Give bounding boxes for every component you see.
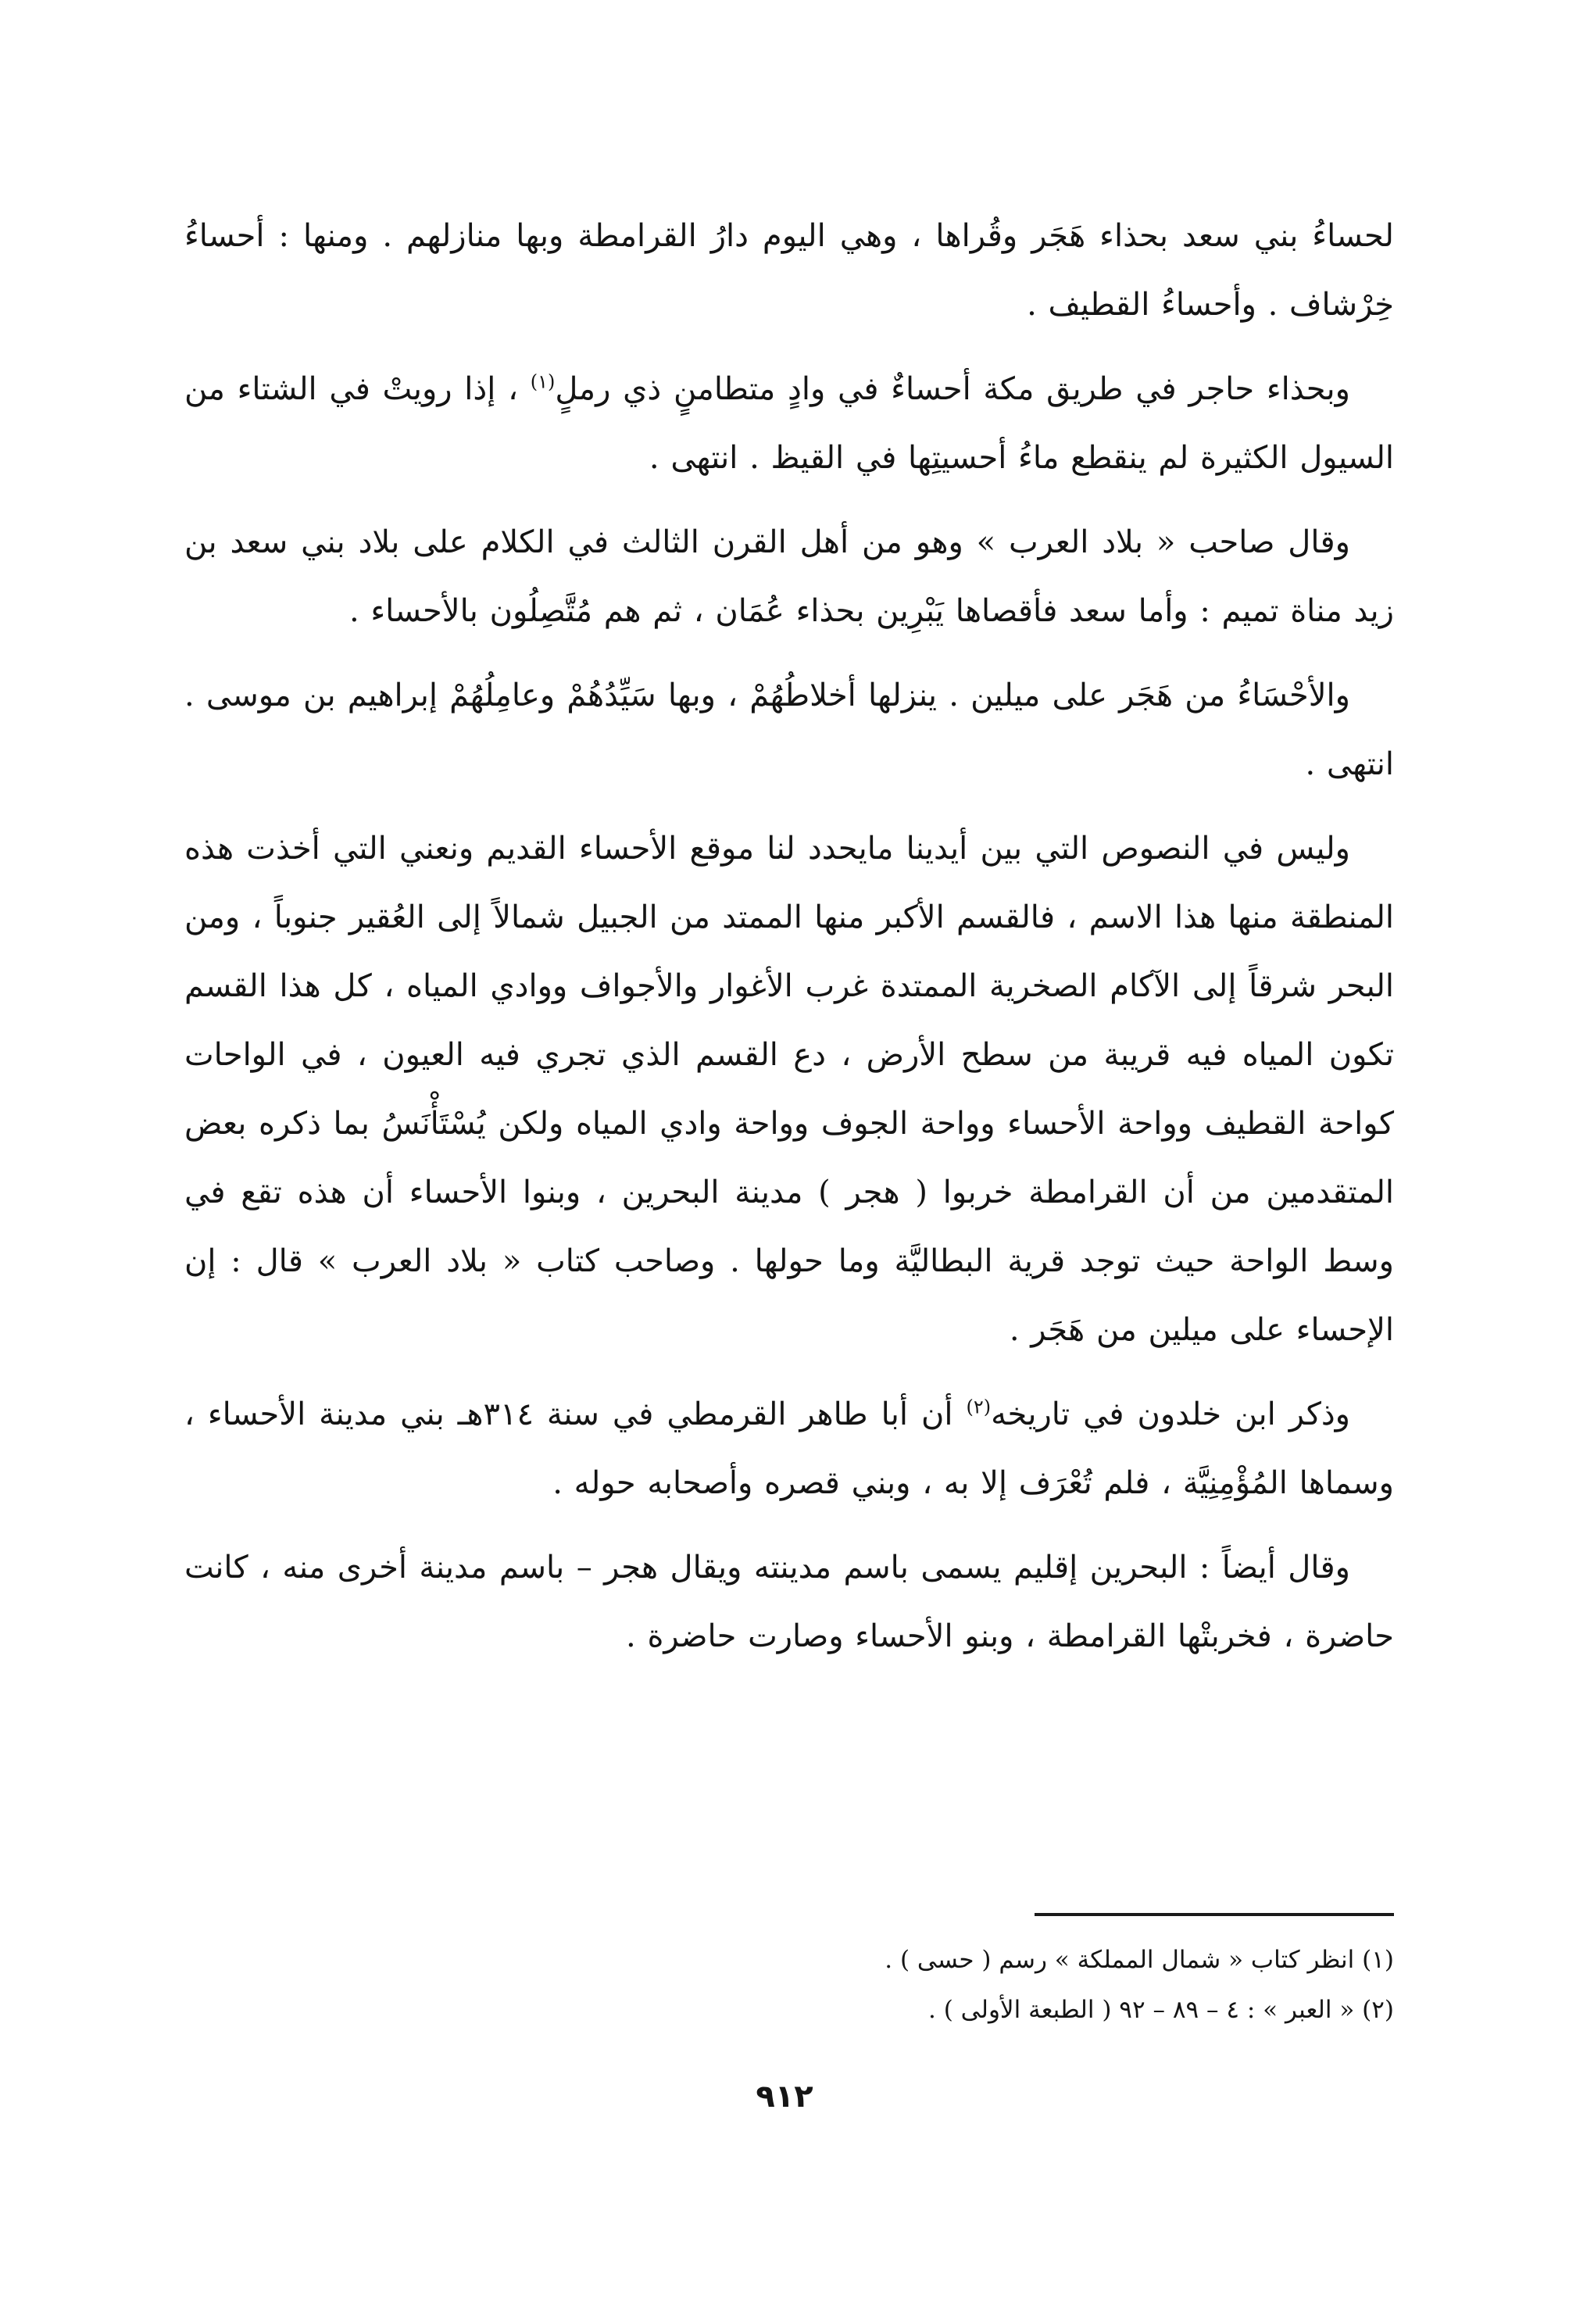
paragraph-5: وليس في النصوص التي بين أيدينا مايحدد لنا موقع الأحساء القديم ونعني التي أخذت هذه المنطقة منها هذا الاسم ، فالقسم الأكبر منها الممتد من الجبيل شمالاً إلى العُقير جنوباً ، ومن البحر شرقاً إلى الآكام الصخرية الممتدة غرب الأغوار والأجواف ووادي المياه ، كل هذا القسم تكون المياه فيه قريبة من سطح الأرض ، دع القسم الذي تجري فيه العيون ، في الواحات كواحة القطيف وواحة الأحساء وواحة الجوف وواحة وادي المياه ولكن يُسْتَأْنَسُ بما ذكره بعض المتقدمين من أن القرامطة خربوا ( هجر ) مدينة البحرين ، وبنوا الأحساء أن هذه تقع في وسط الواحة حيث توجد قرية البطاليَّة وما حولها . وصاحب كتاب « بلاد العرب » قال : إن الإحساء على ميلين من هَجَر . — [184, 831, 1394, 1348]
paragraph-6-end: أن أبا طاهر القرمطي في سنة ٣١٤هـ بني مدينة الأحساء ، وسماها المُؤْمِنِيَّة ، فلم تُعْرَف إلا به ، وبني قصره وأصحابه حوله . — [184, 1396, 1394, 1501]
paragraph-6 — [184, 1380, 1394, 1518]
paragraph-7: وقال أيضاً : البحرين إقليم يسمى باسم مدينته ويقال هجر – باسم مدينة أخرى منه ، كانت حاضرة ، فخربتْها القرامطة ، وبنو الأحساء وصارت حاضرة . — [184, 1550, 1394, 1654]
footnote-marker-1: (١) — [530, 370, 556, 393]
paragraph-4: والأحْسَاءُ من هَجَر على ميلين . ينزلها أخلاطُهُمْ ، وبها سَيِّدُهُمْ وعامِلُهُمْ إبراهيم بن موسى . انتهى . — [184, 678, 1394, 782]
paragraph-2-start: وبحذاء حاجر في طريق مكة أحساءٌ في وادٍ متطامنٍ ذي رملٍ — [555, 371, 1350, 407]
paragraph-6-start: وذكر ابن خلدون في تاريخه — [991, 1396, 1350, 1432]
footnotes — [184, 1935, 1394, 2035]
body-text — [184, 202, 1394, 1686]
page-number: ٩١٢ — [756, 2079, 813, 2115]
paragraph-1: لحساءُ بني سعد بحذاء هَجَر وقُراها ، وهي اليوم دارُ القرامطة وبها منازلهم . ومنها : أحساءُ خِرْشاف . وأحساءُ القطيف . — [184, 218, 1394, 323]
footnote-2: (٢) « العبر » : ٤ – ٨٩ – ٩٢ ( الطبعة الأولى ) . — [928, 1996, 1394, 2024]
footnote-marker-2: (٢) — [966, 1396, 992, 1418]
paragraph-2 — [184, 355, 1394, 492]
paragraph-3: وقال صاحب « بلاد العرب » وهو من أهل القرن الثالث في الكلام على بلاد بني سعد بن زيد مناة تميم : وأما سعد فأقصاها يَبْرِين بحذاء عُمَان ، ثم هم مُتَّصِلُون بالأحساء . — [184, 524, 1394, 629]
paragraph-2-end: ، إذا رويتْ في الشتاء من السيول الكثيرة لم ينقطع ماءُ أحسيتِها في القيظ . انتهى . — [184, 371, 1394, 476]
footnote-separator — [1035, 1913, 1394, 1916]
footnote-1: (١) انظر كتاب « شمال المملكة » رسم ( حسى ) . — [885, 1946, 1394, 1974]
